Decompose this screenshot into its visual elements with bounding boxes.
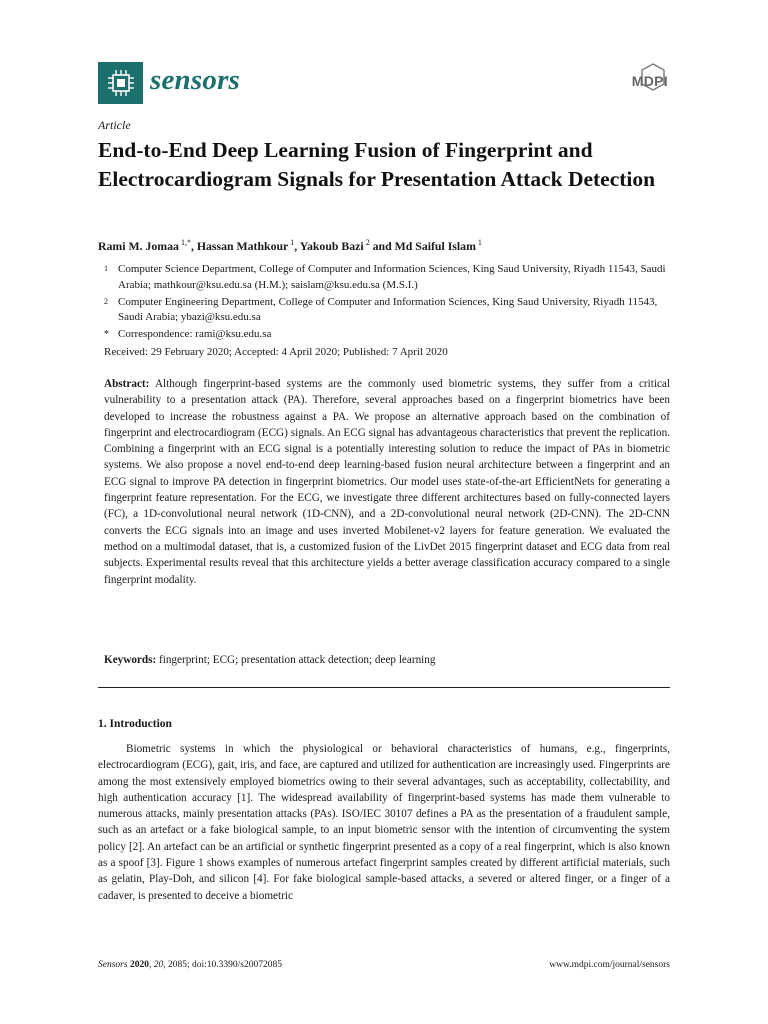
footer-year: 2020 bbox=[129, 960, 149, 970]
author-name: Md Saiful Islam bbox=[394, 238, 476, 253]
author-separator: , bbox=[190, 238, 197, 253]
abstract bbox=[104, 376, 670, 588]
article-type: Article bbox=[98, 118, 131, 132]
footer-journal: Sensors bbox=[98, 960, 128, 970]
keywords bbox=[104, 654, 670, 666]
author-name: Hassan Mathkour bbox=[196, 238, 289, 253]
paper-title: End-to-End Deep Learning Fusion of Fingerprint and Electrocardiogram Signals for Presentation Attack Detection bbox=[98, 138, 656, 191]
journal-url[interactable]: www.mdpi.com/journal/sensors bbox=[549, 960, 670, 970]
author-separator: , bbox=[294, 238, 300, 253]
footer-doi: , 2085; doi:10.3390/s20072085 bbox=[163, 960, 282, 970]
affiliation bbox=[104, 295, 674, 327]
chip-icon bbox=[98, 62, 143, 104]
keywords-label: Keywords: bbox=[104, 654, 157, 666]
affiliation-text: Computer Science Department, College of Computer and Information Sciences, King Saud University, Riyadh 11543, Saudi Arabia; mathkour@ksu.edu.sa (H.M.); saislam@ksu.edu.sa (M.S.I.) bbox=[118, 263, 666, 291]
author-affiliation-mark: 1 bbox=[477, 238, 482, 247]
affiliation-mark: 1 bbox=[104, 264, 108, 273]
publication-history: Received: 29 February 2020; Accepted: 4 April 2020; Published: 7 April 2020 bbox=[104, 346, 448, 358]
affiliation bbox=[104, 262, 674, 294]
author-name: Rami M. Jomaa bbox=[98, 238, 179, 253]
affiliation-list bbox=[104, 262, 674, 344]
author-affiliation-mark: 2 bbox=[365, 238, 370, 247]
affiliation bbox=[104, 327, 674, 343]
citation-footer: Sensors 2020, 20, 2085; doi:10.3390/s20072085 bbox=[98, 960, 282, 970]
keywords-text: fingerprint; ECG; presentation attack detection; deep learning bbox=[159, 654, 436, 666]
affiliation-mark: 2 bbox=[104, 296, 108, 306]
author-separator: and bbox=[369, 238, 395, 253]
abstract-text: Although fingerprint-based systems are the commonly used biometric systems, they suffer from a critical vulnerability to a presentation attack (PA). Therefore, several approaches based on a fingerprint biometrics have been developed to increase the robustness against a PA. We propose an alternative approach based on the combination of fingerprint and electrocardiogram (ECG) signals. An ECG signal has advantageous characteristics that prevent the replication. Combining a fingerprint with an ECG signal is a potentially interesting solution to reduce the impact of PAs in biometric systems. We also propose a novel end-to-end deep learning-based fusion neural architecture between a fingerprint and an ECG signal to improve PA detection in fingerprint biometrics. Our model uses state-of-the-art EfficientNets for generating a fingerprint feature representation. For the ECG, we investigate three different architectures based on fully-connected layers (FC), a 1D-convolutional neural network (1D-CNN), and a 2D-convolutional neural network (2D-CNN). The 2D-CNN converts the ECG signals into an image and uses inverted Mobilenet-v2 layers for feature generation. We evaluated the method on a multimodal dataset, that is, a customized fusion of the LivDet 2015 fingerprint dataset and ECG data from real subjects. Experimental results reveal that this architecture yields a better average classification accuracy compared to a single fingerprint modality. bbox=[104, 378, 670, 586]
author-name: Yakoub Bazi bbox=[299, 238, 364, 253]
divider bbox=[98, 687, 670, 688]
section-heading: 1. Introduction bbox=[98, 718, 172, 730]
journal-name: sensors bbox=[150, 64, 241, 96]
footer-volume: 20 bbox=[153, 960, 164, 970]
affiliation-text: Correspondence: rami@ksu.edu.sa bbox=[118, 328, 272, 341]
author-list bbox=[98, 238, 678, 254]
page-header bbox=[98, 62, 670, 106]
section-body: Biometric systems in which the physiological or behavioral characteristics of humans, e.g., fingerprints, electrocardiogram (ECG), gait, iris, and face, are captured and utilized for authentication are increasingly used. Fingerprints are among the most extensively employed biometrics owing to their several advantages, such as acceptability, collectability, and high authentication accuracy [1]. The widespread availability of fingerprint-based systems has made them vulnerable to numerous attacks, mainly presentation attacks (PAs). ISO/IEC 30107 defines a PA as the presentation of a fraudulent sample, such as an artefact or a fake biological sample, to an input biometric sensor with the intention of circumventing the system policy [2]. An artefact can be an artificial or synthetic fingerprint presented as a copy of a real fingerprint, which is also known as a spoof [3]. Figure 1 shows examples of numerous artefact fingerprint samples created by different artificial materials, such as gelatin, Play-Doh, and silicon [4]. For fake biological sample-based attacks, a severed or altered finger, or a finger of a cadaver, is presented to deceive a biometric bbox=[98, 743, 670, 902]
author-affiliation-mark: 1,* bbox=[180, 238, 191, 247]
affiliation-mark: * bbox=[104, 329, 109, 341]
abstract-label: Abstract: bbox=[104, 378, 150, 390]
publisher-name: MDPI bbox=[631, 73, 668, 89]
author-affiliation-mark: 1 bbox=[290, 238, 295, 247]
affiliation-text: Computer Engineering Department, College of Computer and Information Sciences, King Saud University, Riyadh 11543, Saudi Arabia; ybazi@ksu.edu.sa bbox=[118, 295, 658, 324]
